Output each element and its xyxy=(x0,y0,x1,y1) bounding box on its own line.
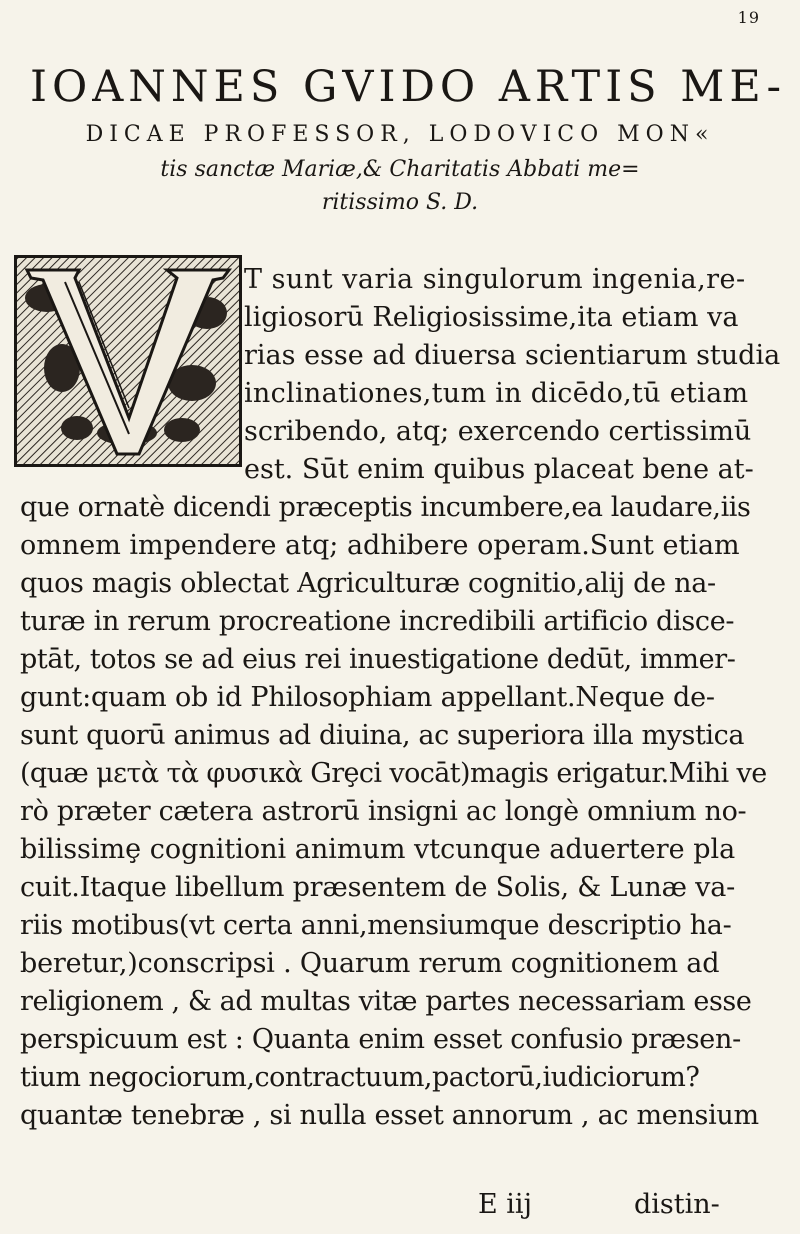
title-line-3: tis sanctæ Mariæ,& Charitatis Abbati me= xyxy=(160,157,640,182)
title-line-4: ritissimo S. D. xyxy=(321,190,479,215)
body-line-1: T sunt varia singulorum ingenia,re- xyxy=(244,264,746,295)
body-line-14: (quæ μετὰ τὰ φυσικὰ Grȩci vocāt)magis erigatur.Mihi ve xyxy=(20,758,767,789)
decorated-initial xyxy=(14,255,242,467)
title-line-1: IOANNES GVIDO ARTIS ME- xyxy=(30,62,787,112)
title-line-2: DICAE PROFESSOR, LODOVICO MON« xyxy=(85,122,715,147)
catchword: distin- xyxy=(634,1189,720,1220)
body-line-12: gunt:quam ob id Philosophiam appellant.Neque de- xyxy=(20,682,715,713)
body-line-20: religionem , & ad multas vitæ partes necessariam esse xyxy=(20,986,752,1017)
body-line-8: omnem impendere atq; adhibere operam.Sunt etiam xyxy=(20,530,740,561)
body-line-3: rias esse ad diuersa scientiarum studia xyxy=(244,340,781,371)
signature-mark: E iij xyxy=(478,1189,532,1220)
body-line-21: perspicuum est : Quanta enim esset confusio præsen- xyxy=(20,1024,741,1055)
body-line-22: tium negociorum,contractuum,pactorū,iudiciorum? xyxy=(20,1062,700,1093)
body-line-16: bilissimȩ cognitioni animum vtcunque aduertere pla xyxy=(20,834,736,865)
body-line-15: rò præter cætera astrorū insigni ac longè omnium no- xyxy=(20,796,747,827)
body-line-2: ligiosorū Religiosissime,ita etiam va xyxy=(244,302,739,333)
body-line-10: turæ in rerum procreatione incredibili artificio disce- xyxy=(20,606,735,637)
body-line-11: ptāt, totos se ad eius rei inuestigatione dedūt, immer- xyxy=(20,644,736,675)
body-line-17: cuit.Itaque libellum præsentem de Solis, & Lunæ va- xyxy=(20,872,736,903)
body-line-18: riis motibus(vt certa anni,mensiumque descriptio ha- xyxy=(20,910,732,941)
body-line-5: scribendo, atq; exercendo certissimū xyxy=(244,416,752,447)
body-line-19: beretur,)conscripsi . Quarum rerum cognitionem ad xyxy=(20,948,720,979)
page-number: 19 xyxy=(737,8,760,27)
body-line-23: quantæ tenebræ , si nulla esset annorum , ac mensium xyxy=(20,1100,759,1131)
body-line-7: que ornatè dicendi præceptis incumbere,ea laudare,iis xyxy=(20,492,751,523)
body-line-4: inclinationes,tum in dicēdo,tū etiam xyxy=(244,378,749,409)
body-line-6: est. Sūt enim quibus placeat bene at- xyxy=(244,454,754,485)
body-line-13: sunt quorū animus ad diuina, ac superiora illa mystica xyxy=(20,720,745,751)
woodcut-ornament-icon xyxy=(17,258,239,464)
body-line-9: quos magis oblectat Agriculturæ cognitio,alij de na- xyxy=(20,568,716,599)
